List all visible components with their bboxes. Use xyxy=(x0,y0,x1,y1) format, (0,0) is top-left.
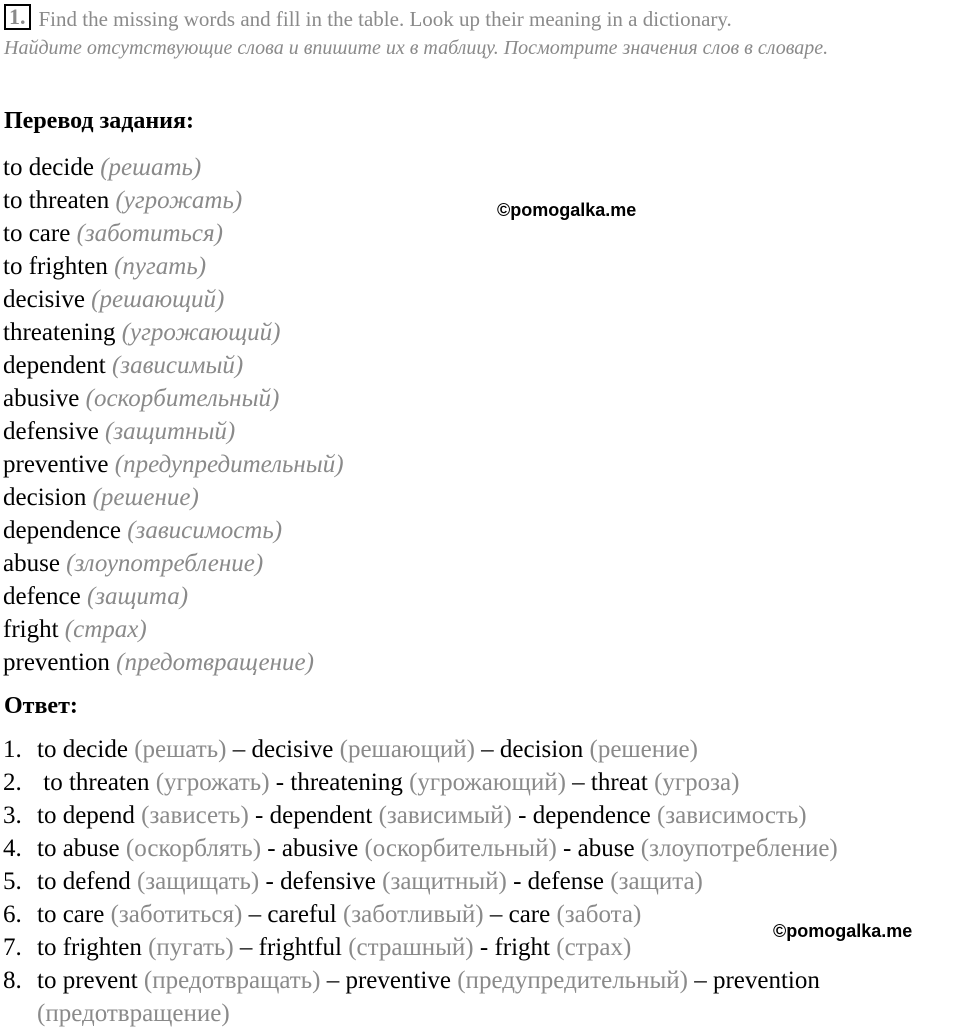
answer-word: - dependent xyxy=(248,802,379,829)
word-english: threatening xyxy=(3,319,116,346)
word-translation: (защитный) xyxy=(105,418,236,445)
answer-translation: (зависимость) xyxy=(656,802,807,829)
task-instruction-en: Find the missing words and fill in the table. Look up their meaning in a dictionary. xyxy=(38,7,732,31)
word-translation: (решающий) xyxy=(91,286,225,313)
word-translation: (злоупотребление) xyxy=(66,550,264,577)
answer-number: 7. xyxy=(3,934,22,961)
answer-item xyxy=(3,931,838,964)
watermark-bottom: ©pomogalka.me xyxy=(773,921,913,941)
answer-word: to abuse xyxy=(37,835,126,862)
answer-word: – decisive xyxy=(226,736,340,763)
word-translation: (зависимый) xyxy=(111,352,244,379)
word-english: prevention xyxy=(3,649,110,676)
answer-translation: (решать) xyxy=(134,736,227,763)
word-item xyxy=(3,250,344,283)
word-translation: (угрожающий) xyxy=(121,319,281,346)
answer-word: – decision xyxy=(474,736,590,763)
answer-translation: (заботливый) xyxy=(342,901,484,928)
answer-translation: (предотвращение) xyxy=(37,1000,230,1027)
answer-word: to frighten xyxy=(37,934,149,961)
word-english: decisive xyxy=(3,286,85,313)
word-item xyxy=(3,580,344,613)
word-english: abusive xyxy=(3,385,80,412)
word-english: defence xyxy=(3,583,81,610)
answer-translation: (защищать) xyxy=(136,868,260,895)
word-english: to decide xyxy=(3,154,94,181)
answer-translation: (забота) xyxy=(556,901,642,928)
word-item xyxy=(3,316,344,349)
word-translation: (заботиться) xyxy=(76,220,223,247)
answer-translation: (защита) xyxy=(610,868,703,895)
word-english: decision xyxy=(3,484,87,511)
answer-item xyxy=(3,799,838,832)
word-item xyxy=(3,613,344,646)
answer-word: to care xyxy=(37,901,111,928)
answer-word: – careful xyxy=(242,901,343,928)
answer-translation: (страх) xyxy=(556,934,632,961)
word-english: preventive xyxy=(3,451,109,478)
answer-word: – preventive xyxy=(320,967,458,994)
task-number: 1. xyxy=(4,4,31,30)
word-translation: (решение) xyxy=(92,484,199,511)
answer-translation: (угроза) xyxy=(654,769,740,796)
word-item xyxy=(3,514,344,547)
answer-heading: Ответ: xyxy=(4,693,78,719)
answer-number: 8. xyxy=(3,967,22,994)
word-translation: (страх) xyxy=(64,616,147,643)
translation-heading: Перевод задания: xyxy=(4,108,194,134)
answer-translation: (решающий) xyxy=(339,736,475,763)
answer-word: - abusive xyxy=(261,835,365,862)
word-english: abuse xyxy=(3,550,60,577)
answer-translation: (зависеть) xyxy=(141,802,249,829)
word-english: dependence xyxy=(3,517,121,544)
answer-word: - defense xyxy=(506,868,611,895)
word-translation: (предотвращение) xyxy=(116,649,314,676)
answer-number: 4. xyxy=(3,835,22,862)
word-english: to threaten xyxy=(3,187,110,214)
answer-item xyxy=(3,832,838,865)
answer-translation: (оскорблять) xyxy=(125,835,262,862)
answer-word: - abuse xyxy=(556,835,641,862)
answer-list xyxy=(3,733,838,1030)
answer-item xyxy=(3,997,838,1030)
answer-item xyxy=(3,898,838,931)
word-translation: (пугать) xyxy=(114,253,207,280)
answer-translation: (пугать) xyxy=(148,934,234,961)
word-translation: (зависимость) xyxy=(127,517,283,544)
word-english: to care xyxy=(3,220,71,247)
answer-number: 2. xyxy=(3,769,22,796)
word-item xyxy=(3,283,344,316)
answer-translation: (защитный) xyxy=(382,868,507,895)
answer-item xyxy=(3,766,838,799)
task-header xyxy=(4,4,954,62)
word-item xyxy=(3,217,344,250)
word-item xyxy=(3,184,344,217)
word-translation: (предупредительный) xyxy=(114,451,344,478)
answer-word: – prevention xyxy=(687,967,820,994)
answer-translation: (решение) xyxy=(589,736,698,763)
answer-word: to depend xyxy=(37,802,142,829)
word-translation: (оскорбительный) xyxy=(85,385,280,412)
answer-translation: (угрожать) xyxy=(155,769,270,796)
word-list xyxy=(3,151,344,679)
word-english: to frighten xyxy=(3,253,108,280)
answer-number: 6. xyxy=(3,901,22,928)
answer-number: 3. xyxy=(3,802,22,829)
answer-translation: (угрожающий) xyxy=(409,769,566,796)
answer-translation: (предотвращать) xyxy=(143,967,321,994)
watermark: ©pomogalka.me xyxy=(497,200,637,220)
word-english: defensive xyxy=(3,418,99,445)
word-item xyxy=(3,448,344,481)
answer-translation: (оскорбительный) xyxy=(364,835,557,862)
word-item xyxy=(3,415,344,448)
answer-translation: (предупредительный) xyxy=(457,967,688,994)
word-translation: (угрожать) xyxy=(115,187,243,214)
answer-word: - dependence xyxy=(511,802,657,829)
word-item xyxy=(3,151,344,184)
answer-word: – threat xyxy=(565,769,655,796)
word-english: fright xyxy=(3,616,59,643)
answer-number: 5. xyxy=(3,868,22,895)
answer-word: to prevent xyxy=(37,967,144,994)
answer-word: to defend xyxy=(37,868,137,895)
answer-word: – frightful xyxy=(233,934,349,961)
word-item xyxy=(3,382,344,415)
answer-word: to decide xyxy=(37,736,135,763)
answer-translation: (злоупотребление) xyxy=(640,835,838,862)
word-translation: (решать) xyxy=(100,154,202,181)
word-item xyxy=(3,547,344,580)
answer-translation: (зависимый) xyxy=(378,802,512,829)
word-item xyxy=(3,646,344,679)
word-item xyxy=(3,349,344,382)
answer-word: - defensive xyxy=(259,868,383,895)
answer-word: to threaten xyxy=(37,769,156,796)
answer-translation: (заботиться) xyxy=(110,901,243,928)
word-translation: (защита) xyxy=(86,583,189,610)
word-english: dependent xyxy=(3,352,106,379)
word-item xyxy=(3,481,344,514)
answer-item xyxy=(3,964,838,997)
answer-translation: (страшный) xyxy=(348,934,474,961)
answer-item xyxy=(3,865,838,898)
answer-word: – care xyxy=(483,901,557,928)
answer-word: - threatening xyxy=(269,769,410,796)
answer-item xyxy=(3,733,838,766)
task-instruction-ru: Найдите отсутствующие слова и впишите их в таблицу. Посмотрите значения слов в словаре. xyxy=(4,37,829,59)
answer-number: 1. xyxy=(3,736,22,763)
answer-word: - fright xyxy=(473,934,557,961)
